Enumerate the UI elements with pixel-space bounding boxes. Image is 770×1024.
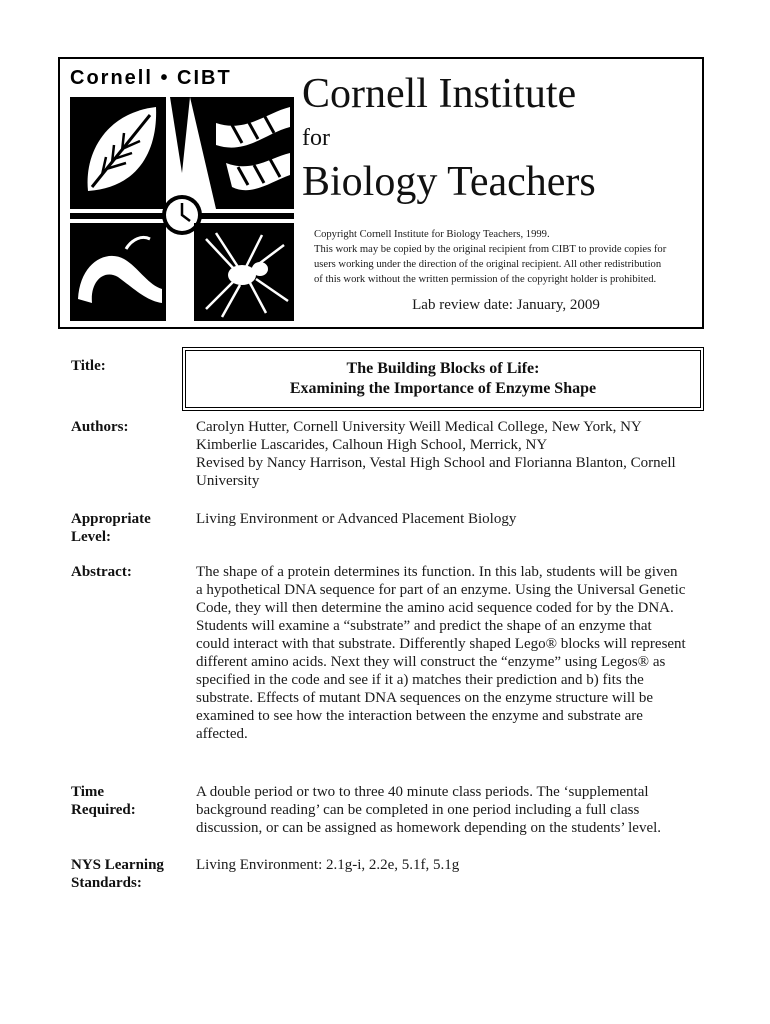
standards-label-line2: Standards: xyxy=(71,875,142,891)
abstract-line: The shape of a protein determines its function. In this lab, students will be given xyxy=(196,564,678,580)
time-line: A double period or two to three 40 minute class periods. The ‘supplemental xyxy=(196,784,649,800)
institute-subtitle: Biology Teachers xyxy=(302,159,596,205)
logo-wordmark: Cornell • CIBT xyxy=(70,67,232,89)
author-line: Carolyn Hutter, Cornell University Weill Medical College, New York, NY xyxy=(196,419,642,435)
standards-label xyxy=(71,856,164,892)
copyright-line: Copyright Cornell Institute for Biology Teachers, 1999. xyxy=(314,229,550,240)
institute-name: Cornell Institute xyxy=(302,71,577,117)
title-label: Title: xyxy=(71,358,106,374)
authors-value xyxy=(196,418,696,490)
abstract-line: different amino acids. Next they will construct the “enzyme” using Legos® as xyxy=(196,654,666,670)
title-box xyxy=(182,347,704,411)
lab-title-line1: The Building Blocks of Life: xyxy=(346,360,540,377)
time-label xyxy=(71,783,136,819)
lab-title-line2: Examining the Importance of Enzyme Shape xyxy=(289,380,597,397)
review-date: Lab review date: January, 2009 xyxy=(412,297,600,313)
abstract-line: affected. xyxy=(196,726,248,742)
author-line: Kimberlie Lascarides, Calhoun High School, Merrick, NY xyxy=(196,437,548,453)
author-line: University xyxy=(196,473,260,489)
abstract-line: Code, they will then determine the amino acid sequence coded for by the DNA. xyxy=(196,600,674,616)
standards-value: Living Environment: 2.1g-i, 2.2e, 5.1f, 5.1g xyxy=(196,857,460,873)
copyright-line: of this work without the written permission of the copyright holder is prohibited. xyxy=(314,274,657,285)
abstract-line: Students will examine a “substrate” and predict the shape of an enzyme that xyxy=(196,618,652,634)
authors-label: Authors: xyxy=(71,419,129,435)
time-label-line2: Required: xyxy=(71,802,136,818)
abstract-line: a hypothetical DNA sequence for part of an enzyme. Using the Universal Genetic xyxy=(196,582,686,598)
cibt-logo xyxy=(66,63,294,323)
time-label-line1: Time xyxy=(71,784,105,800)
time-value xyxy=(196,783,696,837)
title-box-inner xyxy=(185,350,701,408)
time-line: discussion, or can be assigned as homework depending on the students’ level. xyxy=(196,820,662,836)
abstract-value xyxy=(196,563,696,743)
abstract-line: could interact with that substrate. Differently shaped Lego® blocks will represent xyxy=(196,636,686,652)
copyright-line: This work may be copied by the original recipient from CIBT to provide copies for xyxy=(314,244,667,255)
header-box xyxy=(58,57,704,329)
copyright-line: users working under the direction of the original recipient. All other redistribution xyxy=(314,259,662,270)
abstract-line: examined to see how the interaction between the enzyme and substrate are xyxy=(196,708,643,724)
abstract-line: specified in the code and see if it a) matches their prediction and b) fits the xyxy=(196,672,644,688)
standards-label-line1: NYS Learning xyxy=(71,857,164,873)
level-label-line1: Appropriate xyxy=(71,511,151,527)
abstract-line: substrate. Effects of mutant DNA sequences on the enzyme structure will be xyxy=(196,690,654,706)
level-label xyxy=(71,510,151,546)
copyright-notice xyxy=(314,227,698,287)
cibt-logo-graphic xyxy=(66,63,294,323)
time-line: background reading’ can be completed in one period including a full class xyxy=(196,802,640,818)
author-line: Revised by Nancy Harrison, Vestal High School and Florianna Blanton, Cornell xyxy=(196,455,676,471)
level-value: Living Environment or Advanced Placement Biology xyxy=(196,511,517,527)
institute-for: for xyxy=(302,125,330,151)
abstract-label: Abstract: xyxy=(71,564,132,580)
level-label-line2: Level: xyxy=(71,529,111,545)
